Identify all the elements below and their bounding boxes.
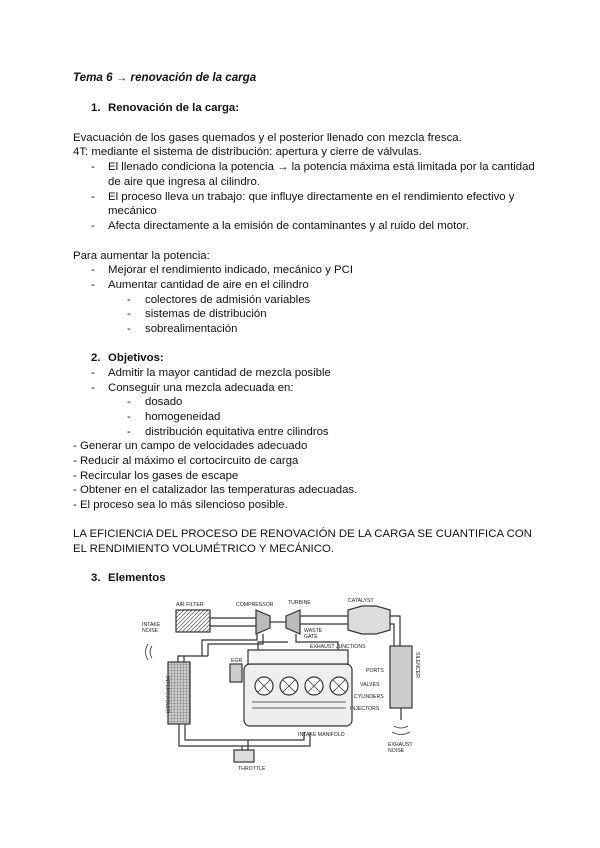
bullet-text: Aumentar cantidad de aire en el cilindro <box>108 279 309 291</box>
section-3-title: Elementos <box>108 572 166 584</box>
egr-box <box>230 664 242 682</box>
bullet-text: El llenado condiciona la potencia → la potencia máxima está limitada por la cantidad <box>108 161 535 173</box>
bullet-text: de aire que ingresa al cilindro. <box>108 176 260 188</box>
catalyst-shape <box>348 606 390 634</box>
bullet-text: Conseguir una mezcla adecuada en: <box>108 382 294 394</box>
list-line: - Reducir al máximo el cortocircuito de carga <box>73 455 299 467</box>
section-3-number: 3. <box>91 572 101 584</box>
label-air-filter: AIR FILTER <box>176 602 204 608</box>
label-exhaust-noise: NOISE <box>388 748 405 754</box>
list-line: - El proceso sea lo más silencioso posible. <box>73 499 288 511</box>
doc-title: Tema 6 → renovación de la carga <box>73 71 257 84</box>
label-waste-gate: GATE <box>304 634 318 640</box>
label-intake-noise: NOISE <box>142 628 159 634</box>
sub-bullet-text: colectores de admisión variables <box>145 294 311 306</box>
section-2-number: 2. <box>91 352 101 364</box>
sub-bullet-text: sobrealimentación <box>145 323 238 335</box>
air-filter-box <box>176 610 210 632</box>
section-2-title: Objetivos: <box>108 352 164 364</box>
bullet-dash: - <box>91 220 95 232</box>
caps-statement: LA EFICIENCIA DEL PROCESO DE RENOVACIÓN DE LA CARGA SE CUANTIFICA CON <box>73 528 532 540</box>
sub-bullet-text: homogeneidad <box>145 411 221 423</box>
label-exhaust-noise: EXHAUST <box>388 742 413 748</box>
engine-air-system-diagram <box>138 592 438 770</box>
bullet-dash: - <box>91 161 95 173</box>
label-intake-noise: INTAKE <box>142 622 161 628</box>
paragraph: Evacuación de los gases quemados y el posterior llenado con mezcla fresca. <box>73 132 462 144</box>
exhaust-noise-waves <box>392 726 410 735</box>
label-exhaust-junctions: EXHAUST JUNCTIONS <box>310 644 366 650</box>
sub-bullet-text: sistemas de distribución <box>145 308 267 320</box>
turbine-shape <box>286 610 300 634</box>
caps-statement: EL RENDIMIENTO VOLUMÉTRICO Y MECÁNICO. <box>73 543 334 555</box>
label-silencer: SILENCER <box>414 652 420 678</box>
label-injectors: INJECTORS <box>350 706 380 712</box>
bullet-text: Afecta directamente a la emisión de contaminantes y al ruido del motor. <box>108 220 469 232</box>
label-catalyst: CATALYST <box>348 598 374 604</box>
paragraph: Para aumentar la potencia: <box>73 250 210 262</box>
bullet-dash: - <box>91 191 95 203</box>
bullet-text: El proceso lleva un trabajo: que influye directamente en el rendimiento efectivo y <box>108 191 515 203</box>
exhaust-manifold <box>248 650 348 664</box>
bullet-dash: - <box>91 279 95 291</box>
list-line: - Generar un campo de velocidades adecuado <box>73 440 308 452</box>
sub-bullet-dash: - <box>127 323 131 335</box>
sub-bullet-text: dosado <box>145 396 183 408</box>
bullet-text: mecánico <box>108 205 157 217</box>
label-compressor: COMPRESSOR <box>236 602 274 608</box>
section-1-title: Renovación de la carga: <box>108 102 240 114</box>
paragraph: 4T: mediante el sistema de distribución: apertura y cierre de válvulas. <box>73 146 422 158</box>
bullet-text: Admitir la mayor cantidad de mezcla posible <box>108 367 331 379</box>
throttle-box <box>234 750 254 762</box>
label-turbine: TURBINE <box>288 600 311 606</box>
sub-bullet-text: distribución equitativa entre cilindros <box>145 426 329 438</box>
compressor-shape <box>256 610 270 634</box>
label-ports: PORTS <box>366 668 384 674</box>
silencer-box <box>390 646 412 708</box>
label-egr: EGR <box>231 658 243 664</box>
sub-bullet-dash: - <box>127 396 131 408</box>
label-intake-manifold: INTAKE MANIFOLD <box>298 732 345 738</box>
bullet-dash: - <box>91 367 95 379</box>
section-1-number: 1. <box>91 102 101 114</box>
bullet-dash: - <box>91 382 95 394</box>
sub-bullet-dash: - <box>127 426 131 438</box>
label-waste-gate: WASTE <box>304 628 323 634</box>
sub-bullet-dash: - <box>127 308 131 320</box>
intake-noise-waves <box>146 644 153 660</box>
sub-bullet-dash: - <box>127 294 131 306</box>
bullet-text: Mejorar el rendimiento indicado, mecánico y PCI <box>108 264 354 276</box>
sub-bullet-dash: - <box>127 411 131 423</box>
label-throttle: THROTTLE <box>238 766 266 770</box>
list-line: - Obtener en el catalizador las temperaturas adecuadas. <box>73 484 358 496</box>
bullet-dash: - <box>91 264 95 276</box>
label-valves: VALVES <box>360 682 380 688</box>
intercooler-box <box>168 662 190 724</box>
label-intercooler: INTERCOOLER <box>164 676 170 714</box>
label-cylinders: CYLINDERS <box>354 694 384 700</box>
list-line: - Recircular los gases de escape <box>73 470 239 482</box>
